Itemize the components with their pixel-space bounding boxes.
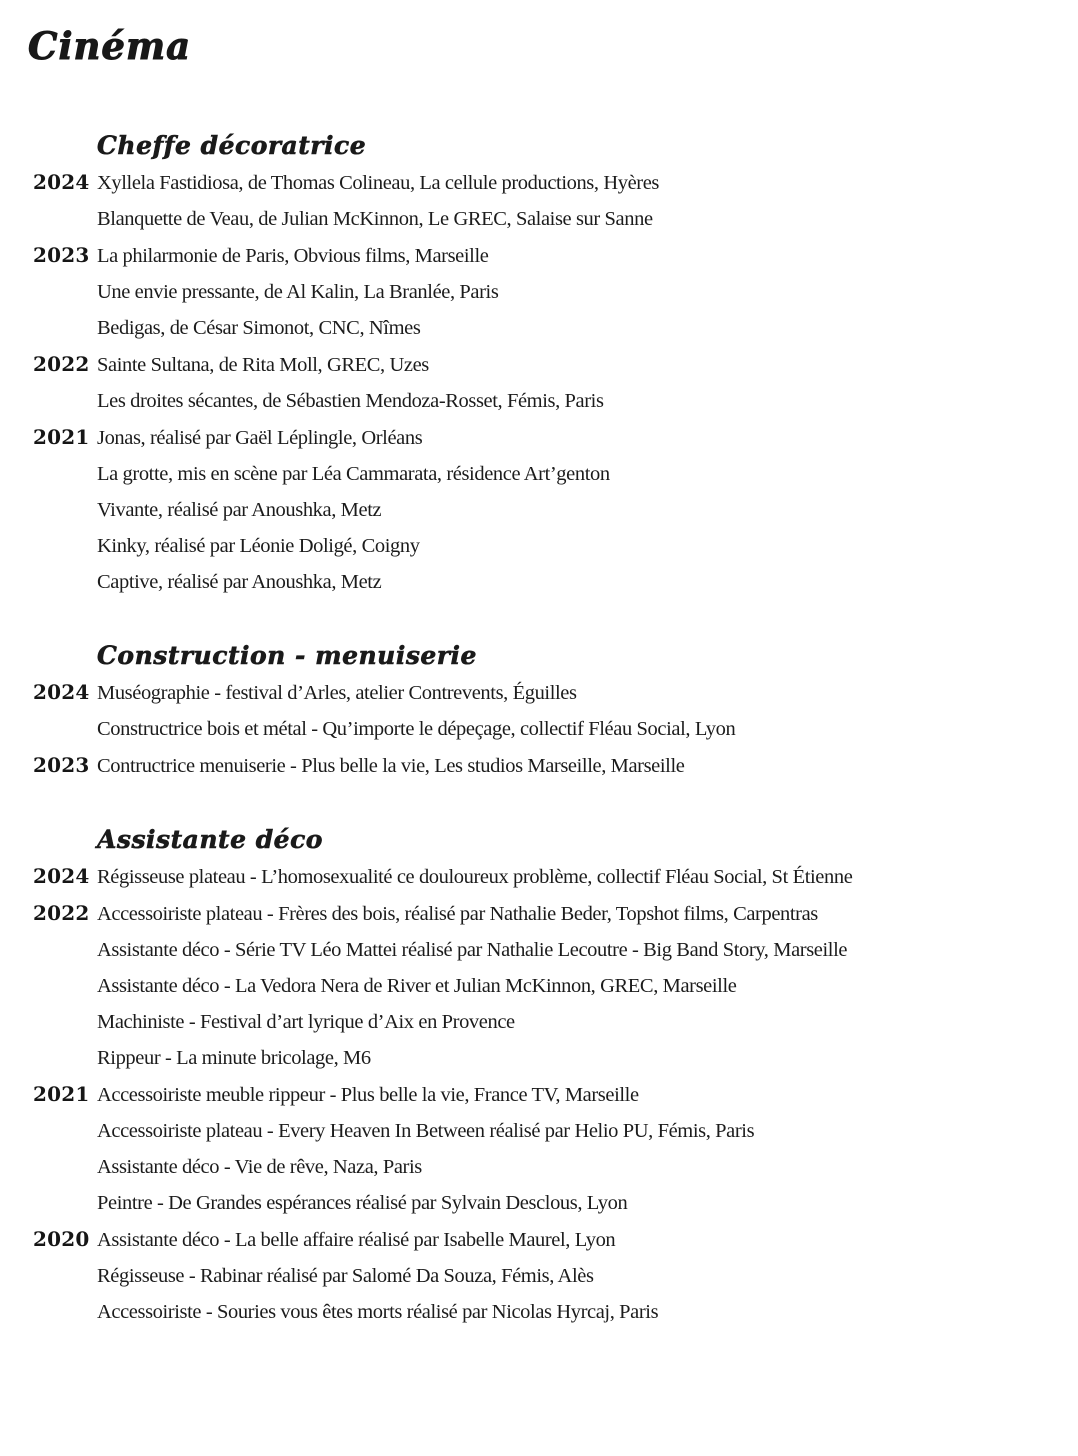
credit-row bbox=[0, 237, 1078, 274]
credit-row bbox=[0, 1185, 1078, 1221]
credit-row bbox=[0, 1294, 1078, 1330]
credit-text: Jonas, réalisé par Gaël Léplingle, Orléans bbox=[97, 427, 423, 449]
credit-row bbox=[0, 528, 1078, 564]
credit-text: Régisseuse - Rabinar réalisé par Salomé Da Souza, Fémis, Alès bbox=[97, 1265, 594, 1287]
credit-text: Sainte Sultana, de Rita Moll, GREC, Uzes bbox=[97, 354, 429, 376]
credit-section bbox=[0, 130, 1078, 600]
section-rows bbox=[0, 674, 1078, 784]
credit-row bbox=[0, 858, 1078, 895]
credit-text: Assistante déco - Série TV Léo Mattei réalisé par Nathalie Lecoutre - Big Band Story, Marseille bbox=[97, 939, 848, 961]
credit-year: 2023 bbox=[33, 753, 90, 777]
credit-text: Constructrice bois et métal - Qu’importe le dépeçage, collectif Fléau Social, Lyon bbox=[97, 718, 736, 740]
credit-row bbox=[0, 1221, 1078, 1258]
credit-text: Peintre - De Grandes espérances réalisé par Sylvain Desclous, Lyon bbox=[97, 1192, 628, 1214]
credit-text: Accessoiriste plateau - Every Heaven In Between réalisé par Helio PU, Fémis, Paris bbox=[97, 1120, 755, 1142]
sections-container bbox=[0, 130, 1078, 1330]
credit-row bbox=[0, 1040, 1078, 1076]
credit-row bbox=[0, 274, 1078, 310]
credit-row bbox=[0, 456, 1078, 492]
credit-text: Captive, réalisé par Anoushka, Metz bbox=[97, 571, 382, 593]
credit-year: 2020 bbox=[33, 1227, 90, 1251]
credit-row bbox=[0, 1076, 1078, 1113]
credit-row bbox=[0, 492, 1078, 528]
credit-text: Xyllela Fastidiosa, de Thomas Colineau, La cellule productions, Hyères bbox=[97, 172, 659, 194]
credit-row bbox=[0, 164, 1078, 201]
credit-row bbox=[0, 711, 1078, 747]
section-rows bbox=[0, 858, 1078, 1330]
credit-row bbox=[0, 968, 1078, 1004]
credit-row bbox=[0, 674, 1078, 711]
credit-row bbox=[0, 1004, 1078, 1040]
credit-section bbox=[0, 824, 1078, 1330]
credit-year: 2021 bbox=[33, 425, 90, 449]
credit-row bbox=[0, 747, 1078, 784]
credit-text: La philarmonie de Paris, Obvious films, Marseille bbox=[97, 245, 489, 267]
credit-text: Assistante déco - Vie de rêve, Naza, Paris bbox=[97, 1156, 422, 1178]
section-heading: Construction - menuiserie bbox=[97, 641, 477, 670]
credit-row bbox=[0, 310, 1078, 346]
credit-text: Accessoiriste plateau - Frères des bois, réalisé par Nathalie Beder, Topshot films, Carpentras bbox=[97, 903, 818, 925]
credit-text: Accessoiriste - Souries vous êtes morts réalisé par Nicolas Hyrcaj, Paris bbox=[97, 1301, 659, 1323]
section-heading: Cheffe décoratrice bbox=[97, 131, 367, 160]
credit-section bbox=[0, 640, 1078, 784]
credit-text: Muséographie - festival d’Arles, atelier Contrevents, Éguilles bbox=[97, 682, 577, 704]
credit-text: Kinky, réalisé par Léonie Doligé, Coigny bbox=[97, 535, 420, 557]
credit-year: 2023 bbox=[33, 243, 90, 267]
credit-row bbox=[0, 895, 1078, 932]
credit-text: Les droites sécantes, de Sébastien Mendoza-Rosset, Fémis, Paris bbox=[97, 390, 604, 412]
credit-row bbox=[0, 419, 1078, 456]
credit-year: 2024 bbox=[33, 680, 90, 704]
credit-row bbox=[0, 1113, 1078, 1149]
credit-text: Machiniste - Festival d’art lyrique d’Aix en Provence bbox=[97, 1011, 515, 1033]
credit-row bbox=[0, 346, 1078, 383]
credit-row bbox=[0, 383, 1078, 419]
credit-text: Régisseuse plateau - L’homosexualité ce douloureux problème, collectif Fléau Social, St Étienne bbox=[97, 866, 853, 888]
credit-text: Bedigas, de César Simonot, CNC, Nîmes bbox=[97, 317, 421, 339]
page-title: Cinéma bbox=[28, 24, 192, 68]
credit-text: Accessoiriste meuble rippeur - Plus belle la vie, France TV, Marseille bbox=[97, 1084, 639, 1106]
credit-text: Une envie pressante, de Al Kalin, La Branlée, Paris bbox=[97, 281, 499, 303]
section-heading: Assistante déco bbox=[97, 825, 323, 854]
credit-text: Contructrice menuiserie - Plus belle la vie, Les studios Marseille, Marseille bbox=[97, 755, 685, 777]
credit-text: Assistante déco - La belle affaire réalisé par Isabelle Maurel, Lyon bbox=[97, 1229, 616, 1251]
credit-text: La grotte, mis en scène par Léa Cammarata, résidence Art’genton bbox=[97, 463, 610, 485]
credit-row bbox=[0, 1258, 1078, 1294]
credit-text: Blanquette de Veau, de Julian McKinnon, Le GREC, Salaise sur Sanne bbox=[97, 208, 653, 230]
credit-year: 2021 bbox=[33, 1082, 90, 1106]
credit-text: Rippeur - La minute bricolage, M6 bbox=[97, 1047, 371, 1069]
credit-year: 2022 bbox=[33, 352, 90, 376]
credit-text: Vivante, réalisé par Anoushka, Metz bbox=[97, 499, 382, 521]
credit-year: 2024 bbox=[33, 864, 90, 888]
credit-row bbox=[0, 201, 1078, 237]
credit-row bbox=[0, 1149, 1078, 1185]
credit-row bbox=[0, 564, 1078, 600]
credit-text: Assistante déco - La Vedora Nera de River et Julian McKinnon, GREC, Marseille bbox=[97, 975, 737, 997]
credit-row bbox=[0, 932, 1078, 968]
credit-year: 2024 bbox=[33, 170, 90, 194]
section-rows bbox=[0, 164, 1078, 600]
credit-year: 2022 bbox=[33, 901, 90, 925]
